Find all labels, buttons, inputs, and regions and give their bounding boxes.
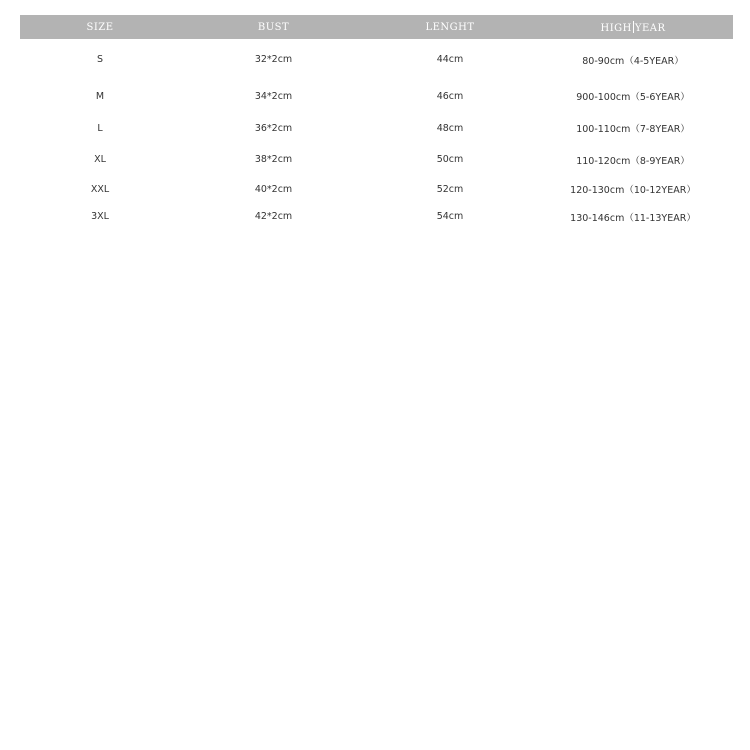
size-cell: M xyxy=(95,90,105,102)
header-size: SIZE xyxy=(86,21,114,33)
header-year: YEAR xyxy=(634,22,666,34)
header-bust: BUST xyxy=(257,21,290,33)
size-cell: XL xyxy=(94,154,106,165)
length-cell: 50cm xyxy=(436,154,464,165)
header-high-year xyxy=(533,15,733,39)
high-year-cell: 900-100cm（5-6YEAR） xyxy=(576,92,690,103)
size-chart-header xyxy=(20,15,733,39)
high-year-cell: 80-90cm（4-5YEAR） xyxy=(582,55,684,67)
table-row xyxy=(20,112,733,144)
length-cell: 52cm xyxy=(436,183,464,195)
length-cell: 46cm xyxy=(436,90,464,102)
high-year-cell: 120-130cm（10-12YEAR） xyxy=(570,185,696,196)
table-row xyxy=(20,203,733,230)
header-row xyxy=(20,15,733,39)
length-cell: 54cm xyxy=(436,211,464,222)
bust-cell: 34*2cm xyxy=(254,90,293,102)
header-length: LENGHT xyxy=(425,21,475,33)
high-year-cell: 130-146cm（11-13YEAR） xyxy=(570,212,696,224)
length-cell: 44cm xyxy=(436,54,464,65)
table-row xyxy=(20,144,733,175)
length-cell: 48cm xyxy=(436,122,464,134)
size-cell: XXL xyxy=(90,183,110,195)
bust-cell: 40*2cm xyxy=(254,183,293,195)
header-separator xyxy=(633,21,634,33)
bust-cell: 42*2cm xyxy=(254,211,293,222)
size-chart-body xyxy=(20,39,733,230)
bust-cell: 38*2cm xyxy=(254,154,293,165)
bust-cell: 32*2cm xyxy=(254,54,293,65)
table-row xyxy=(20,39,733,80)
high-year-cell: 100-110cm（7-8YEAR） xyxy=(576,124,690,135)
header-high: HIGH xyxy=(600,22,632,34)
size-chart-table xyxy=(20,15,733,230)
table-row xyxy=(20,80,733,112)
size-cell: S xyxy=(96,54,104,65)
size-cell: L xyxy=(97,122,103,134)
high-year-cell: 110-120cm（8-9YEAR） xyxy=(576,155,690,167)
size-cell: 3XL xyxy=(91,211,109,222)
bust-cell: 36*2cm xyxy=(254,122,293,134)
table-row xyxy=(20,175,733,203)
